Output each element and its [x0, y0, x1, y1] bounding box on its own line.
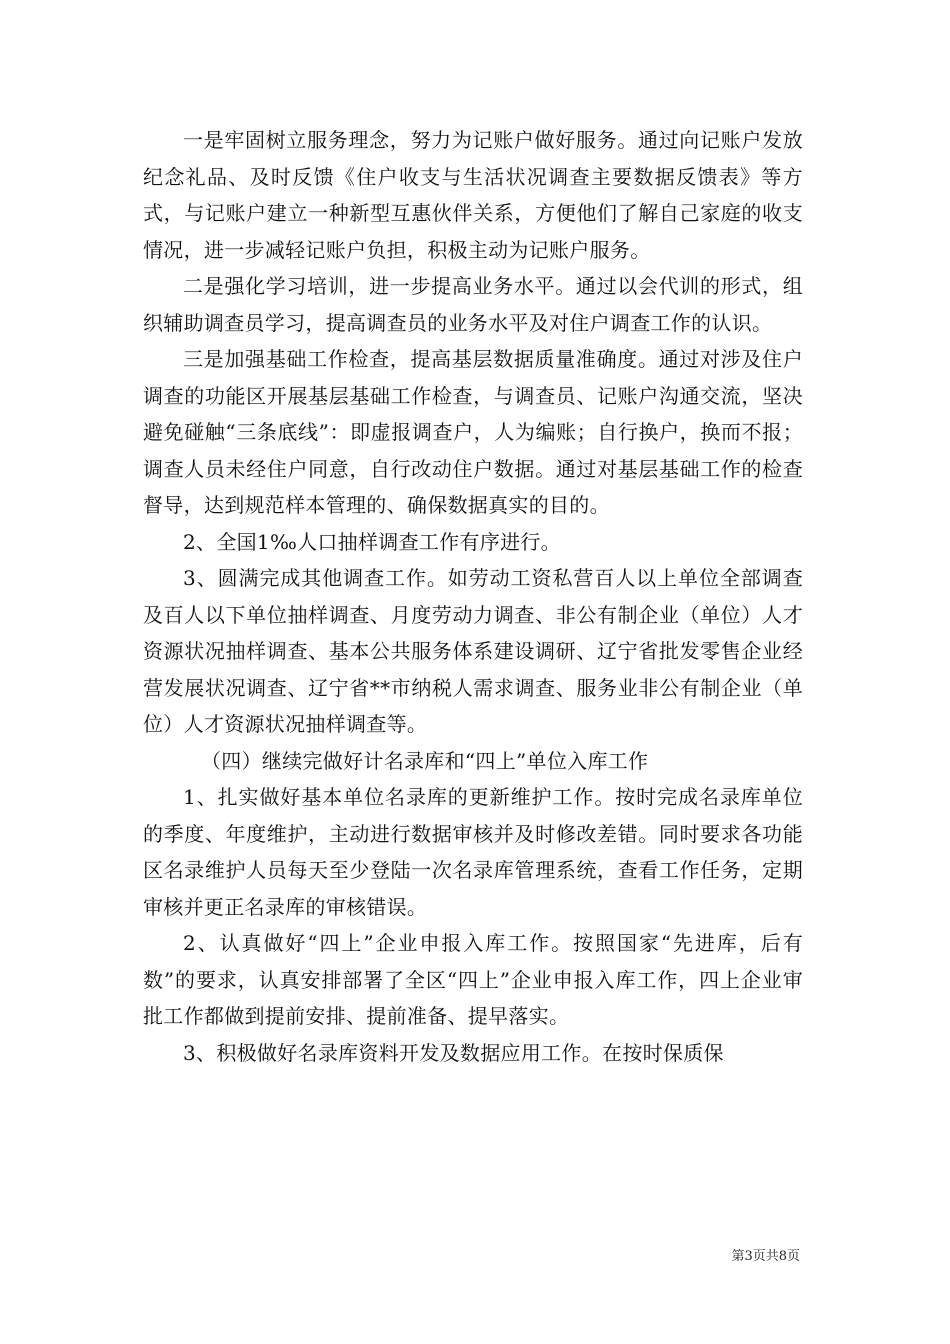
- paragraph-directory-maintenance: 1、扎实做好基本单位名录库的更新维护工作。按时完成名录库单位的季度、年度维护，主动进行数据审核并及时修改差错。同时要求各功能区名录维护人员每天至少登陆一次名录库管理系统，查看工作任务，定期审核并更正名录库的审核错误。: [143, 785, 803, 919]
- paragraph-data-application: 3、积极做好名录库资料开发及数据应用工作。在按时保质保: [183, 1040, 724, 1065]
- document-body: [143, 122, 803, 1071]
- paragraph-basic-inspection: 三是加强基础工作检查，提高基层数据质量准确度。通过对涉及住户调查的功能区开展基层基础工作检查，与调查员、记账户沟通交流，坚决避免碰触“三条底线”：即虚报调查户，人为编账；自行换户，换而不报；调查人员未经住户同意，自行改动住户数据。通过对基层基础工作的检查督导，达到规范样本管理的、确保数据真实的目的。: [143, 347, 803, 517]
- page-number-footer: 第3页共8页: [731, 1249, 800, 1264]
- paragraph-training: 二是强化学习培训，进一步提高业务水平。通过以会代训的形式，组织辅助调查员学习，提高调查员的业务水平及对住户调查工作的认识。: [143, 274, 803, 335]
- paragraph-service-concept: 一是牢固树立服务理念，努力为记账户做好服务。通过向记账户发放纪念礼品、及时反馈《住户收支与生活状况调查主要数据反馈表》等方式，与记账户建立一种新型互惠伙伴关系，方便他们了解自己家庭的收支情况，进一步减轻记账户负担，积极主动为记账户服务。: [143, 128, 803, 262]
- paragraph-enterprise-registration: 2、认真做好“四上”企业申报入库工作。按照国家“先进库，后有数”的要求，认真安排部署了全区“四上”企业申报入库工作，四上企业审批工作都做到提前安排、提前准备、提早落实。: [143, 931, 803, 1028]
- section-heading-directory: （四）继续完做好计名录库和“四上”单位入库工作: [201, 748, 649, 773]
- paragraph-population-sampling: 2、全国1‰人口抽样调查工作有序进行。: [183, 529, 561, 554]
- paragraph-other-surveys: 3、圆满完成其他调查工作。如劳动工资私营百人以上单位全部调查及百人以下单位抽样调查、月度劳动力调查、非公有制企业（单位）人才资源状况抽样调查、基本公共服务体系建设调研、辽宁省批发零售企业经营发展状况调查、辽宁省**市纳税人需求调查、服务业非公有制企业（单位）人才资源状况抽样调查等。: [143, 566, 803, 736]
